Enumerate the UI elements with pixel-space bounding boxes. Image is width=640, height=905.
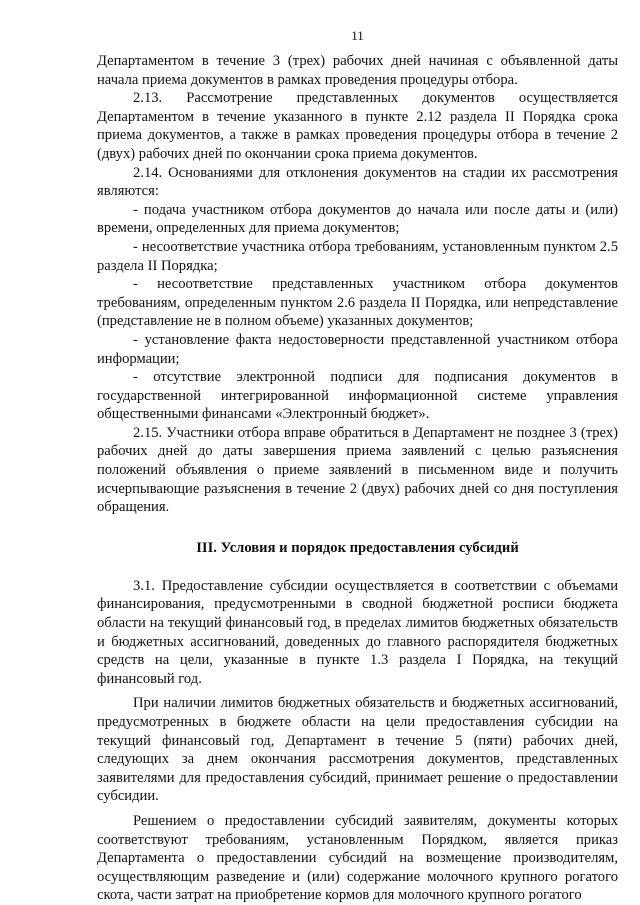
page-number: 11 bbox=[351, 28, 364, 43]
paragraph: Решением о предоставлении субсидий заявителям, документы которых соответствуют требованиям, установленным Порядком, является приказ Департамента о предоставлении субсидий на возмещение производителям, осуществляющим разведение и (или) содержание молочного крупного рогатого скота, части затрат на приобретение кормов для молочного крупного рогатого bbox=[97, 812, 618, 904]
document-body bbox=[97, 52, 618, 905]
paragraph: Департаментом в течение 3 (трех) рабочих дней начиная с объявленной даты начала приема документов в рамках проведения процедуры отбора. bbox=[97, 53, 618, 88]
paragraph: - подача участником отбора документов до начала или после даты и (или) времени, определенных для приема документов; bbox=[97, 201, 618, 237]
paragraph: При наличии лимитов бюджетных обязательств и бюджетных ассигнований, предусмотренных в бюджете области на цели предоставления субсидии на текущий финансовый год, Департамент в течение 5 (пяти) рабочих дней, следующих за днем окончания рассмотрения документов, представленных заявителями для предоставления субсидий, принимает решение о предоставлении субсидии. bbox=[97, 695, 618, 805]
paragraph: 2.13. Рассмотрение представленных документов осуществляется Департаментом в течение указанного в пункте 2.12 раздела II Порядка срока приема документов, а также в рамках проведения процедуры отбора в течение 2 (двух) рабочих дней по окончании срока приема документов. bbox=[97, 90, 618, 162]
paragraph: - несоответствие представленных участником отбора документов требованиям, определенным пунктом 2.6 раздела II Порядка, или непредставление (представление не в полном объеме) указанных документов; bbox=[97, 276, 618, 330]
paragraph: - отсутствие электронной подписи для подписания документов в государственной интегрированной информационной системе управления общественными финансами «Электронный бюджет». bbox=[97, 369, 618, 423]
paragraph: 2.14. Основаниями для отклонения документов на стадии их рассмотрения являются: bbox=[97, 164, 618, 200]
paragraph: - несоответствие участника отбора требованиям, установленным пунктом 2.5 раздела II Порядка; bbox=[97, 238, 618, 274]
paragraph: 3.1. Предоставление субсидии осуществляется в соответствии с объемами финансирования, предусмотренными в сводной бюджетной росписи бюджета области на текущий финансовый год, в пределах лимитов бюджетных обязательств и бюджетных ассигнований, доведенных до главного распорядителя бюджетных средств на цели, указанные в пункте 1.3 раздела I Порядка, на текущий финансовый год. bbox=[97, 577, 618, 687]
paragraph: - установление факта недостоверности представленной участником отбора информации; bbox=[97, 331, 618, 367]
section-heading: III. Условия и порядок предоставления субсидий bbox=[196, 539, 519, 556]
paragraph: 2.15. Участники отбора вправе обратиться в Департамент не позднее 3 (трех) рабочих дней до даты завершения приема заявлений с целью разъяснения положений объявления о приеме заявлений в письменном виде и получить исчерпывающие разъяснения в течение 2 (двух) рабочих дней со дня поступления обращения. bbox=[97, 424, 618, 516]
